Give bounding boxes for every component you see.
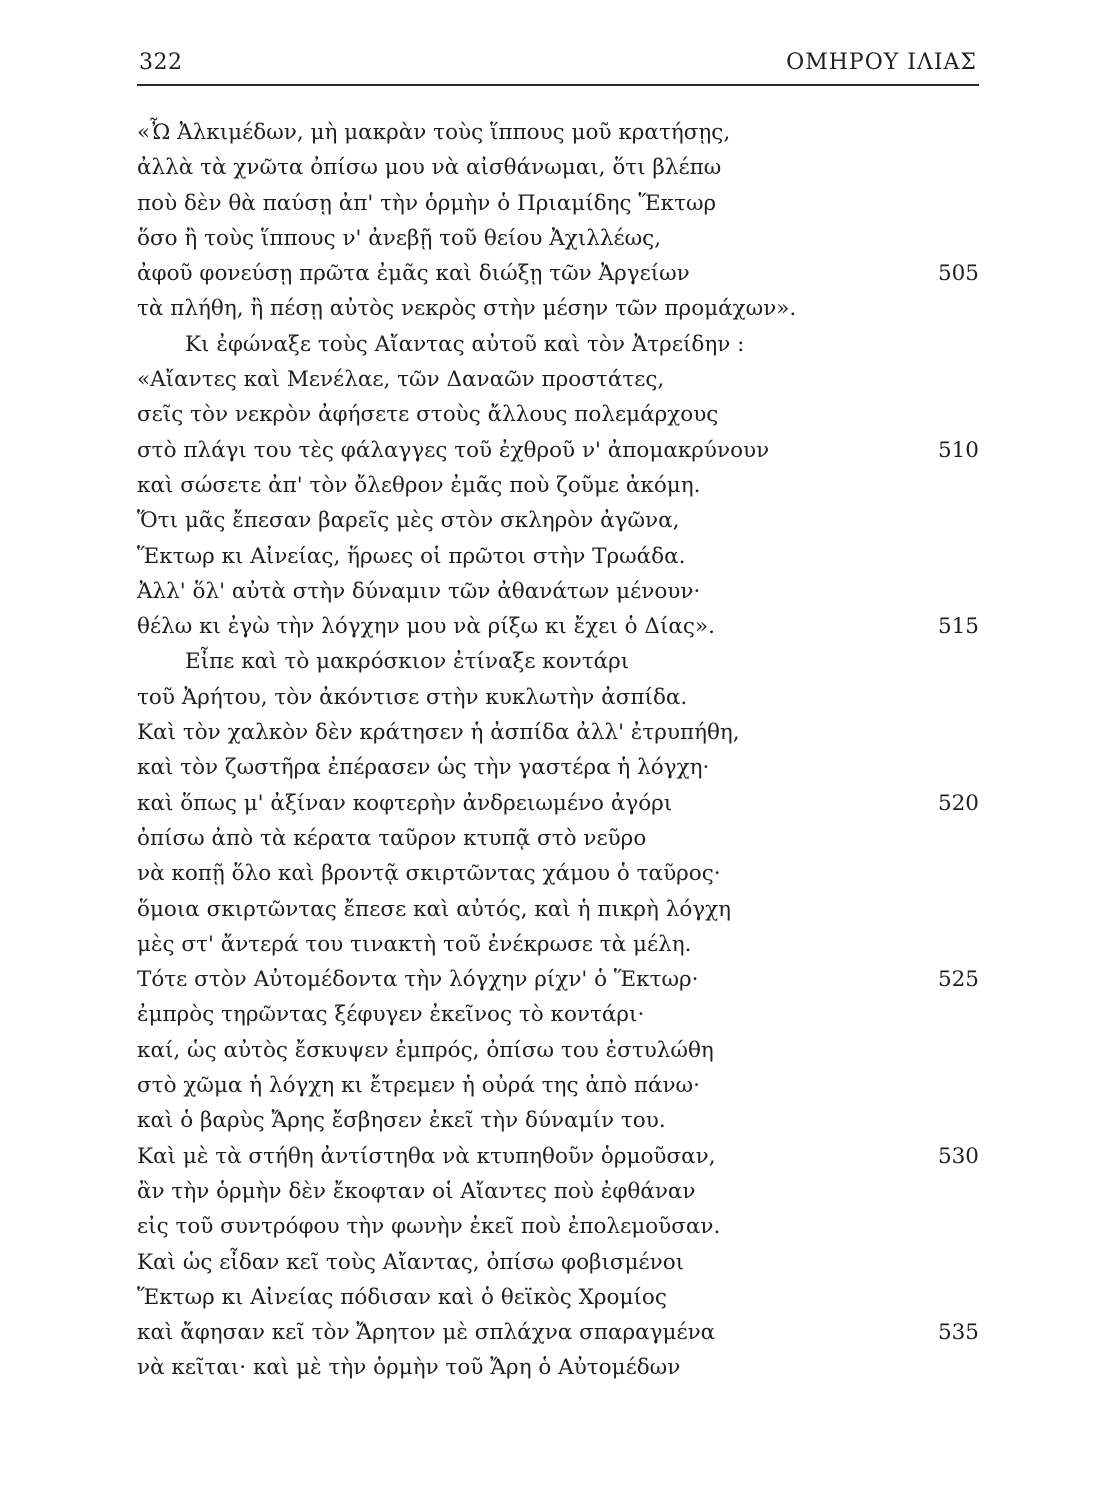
verse-line	[137, 821, 979, 856]
verse-text: Ἕκτωρ κι Αἰνείας πόδισαν καὶ ὁ θεϊκὸς Χρομίος	[137, 1284, 667, 1310]
verse-line	[137, 1103, 979, 1138]
verse-line	[137, 221, 979, 256]
verse-text: Καὶ τὸν χαλκὸν δὲν κράτησεν ἡ ἀσπίδα ἀλλ' ἐτρυπήθη,	[137, 720, 740, 746]
verse-line	[137, 433, 979, 468]
line-number: 515	[937, 614, 979, 640]
verse-text: καί, ὡς αὐτὸς ἔσκυψεν ἐμπρός, ὀπίσω του ἐστυλώθη	[137, 1037, 714, 1063]
verse-line	[137, 1280, 979, 1315]
verse-line	[137, 680, 979, 715]
verse-text: Εἶπε καὶ τὸ μακρόσκιον ἐτίναξε κοντάρι	[185, 649, 630, 675]
verse-line	[137, 327, 979, 362]
verse-text: Ἀλλ' ὅλ' αὐτὰ στὴν δύναμιν τῶν ἀθανάτων μένουν·	[137, 578, 701, 604]
line-number: 530	[937, 1143, 979, 1169]
verse-text: μὲς στ' ἄντερά του τινακτὴ τοῦ ἐνέκρωσε τὰ μέλη.	[137, 931, 692, 957]
verse-line	[137, 1245, 979, 1280]
verse-line	[137, 1068, 979, 1103]
verse-text: καὶ τὸν ζωστῆρα ἐπέρασεν ὡς τὴν γαστέρα ἡ λόγχη·	[137, 755, 710, 781]
verse-text: στὸ χῶμα ἡ λόγχη κι ἔτρεμεν ἡ οὐρά της ἀπὸ πάνω·	[137, 1073, 700, 1099]
verse-text: «Ὦ Ἀλκιμέδων, μὴ μακρὰν τοὺς ἵππους μοῦ κρατήσῃς,	[137, 120, 731, 145]
verse-line	[137, 1350, 979, 1385]
verse-line	[137, 786, 979, 821]
verse-text: καὶ ὅπως μ' ἀξίναν κοφτερὴν ἀνδρειωμένο ἀγόρι	[137, 790, 673, 816]
verse-line	[137, 1315, 979, 1350]
verse-line	[137, 892, 979, 927]
verse-line	[137, 186, 979, 221]
verse-line	[137, 1174, 979, 1209]
verse-block	[137, 115, 979, 1386]
line-number: 535	[937, 1320, 979, 1346]
verse-text: Τότε στὸν Αὐτομέδοντα τὴν λόγχην ρίχν' ὁ Ἕκτωρ·	[137, 967, 699, 993]
line-number: 510	[937, 437, 979, 463]
verse-text: καὶ σώσετε ἀπ' τὸν ὄλεθρον ἐμᾶς ποὺ ζοῦμε ἀκόμη.	[137, 472, 701, 498]
verse-text: ἂν τὴν ὁρμὴν δὲν ἔκοφταν οἱ Αἴαντες ποὺ ἐφθάναν	[137, 1178, 696, 1204]
verse-text: τοῦ Ἀρήτου, τὸν ἀκόντισε στὴν κυκλωτὴν ἀσπίδα.	[137, 684, 688, 710]
page-header	[137, 46, 979, 82]
verse-text: εἰς τοῦ συντρόφου τὴν φωνὴν ἐκεῖ ποὺ ἐπολεμοῦσαν.	[137, 1214, 721, 1240]
verse-line	[137, 256, 979, 291]
verse-text: ἀλλὰ τὰ χνῶτα ὀπίσω μου νὰ αἰσθάνωμαι, ὅτι βλέπω	[137, 155, 722, 181]
verse-line	[137, 962, 979, 997]
verse-line	[137, 856, 979, 891]
verse-line	[137, 609, 979, 644]
verse-line	[137, 397, 979, 432]
verse-text: στὸ πλάγι του τὲς φάλαγγες τοῦ ἐχθροῦ ν' ἀπομακρύνουν	[137, 437, 770, 463]
verse-text: νὰ κεῖται· καὶ μὲ τὴν ὁρμὴν τοῦ Ἄρη ὁ Αὐτομέδων	[137, 1355, 681, 1381]
verse-line	[137, 291, 979, 326]
verse-line	[137, 362, 979, 397]
verse-text: Κι ἐφώναξε τοὺς Αἴαντας αὐτοῦ καὶ τὸν Ἀτρείδην :	[185, 331, 745, 357]
verse-text: ὀπίσω ἀπὸ τὰ κέρατα ταῦρον κτυπᾷ στὸ νεῦρο	[137, 825, 647, 851]
verse-text: «Αἴαντες καὶ Μενέλαε, τῶν Δαναῶν προστάτες,	[137, 367, 665, 393]
verse-text: ποὺ δὲν θὰ παύσῃ ἀπ' τὴν ὁρμὴν ὁ Πριαμίδης Ἕκτωρ	[137, 190, 717, 216]
verse-line	[137, 574, 979, 609]
verse-text: ὅσο ἢ τοὺς ἵππους ν' ἀνεβῇ τοῦ θείου Ἀχιλλέως,	[137, 225, 662, 251]
verse-text: ὅμοια σκιρτῶντας ἔπεσε καὶ αὐτός, καὶ ἡ πικρὴ λόγχη	[137, 896, 732, 922]
verse-line	[137, 150, 979, 185]
verse-text: καὶ ἄφησαν κεῖ τὸν Ἄρητον μὲ σπλάχνα σπαραγμένα	[137, 1320, 716, 1346]
verse-text: Καὶ ὡς εἶδαν κεῖ τοὺς Αἴαντας, ὀπίσω φοβισμένοι	[137, 1249, 685, 1275]
verse-text: Ἕκτωρ κι Αἰνείας, ἥρωες οἱ πρῶτοι στὴν Τρωάδα.	[137, 543, 686, 569]
verse-text: νὰ κοπῇ ὅλο καὶ βροντᾷ σκιρτῶντας χάμου ὁ ταῦρος·	[137, 861, 721, 887]
verse-line	[137, 750, 979, 785]
verse-text: σεῖς τὸν νεκρὸν ἀφήσετε στοὺς ἄλλους πολεμάρχους	[137, 402, 719, 428]
header-rule	[137, 84, 979, 86]
verse-line	[137, 1139, 979, 1174]
verse-text: καὶ ὁ βαρὺς Ἄρης ἔσβησεν ἐκεῖ τὴν δύναμίν του.	[137, 1108, 666, 1134]
verse-text: τὰ πλήθη, ἢ πέσῃ αὐτὸς νεκρὸς στὴν μέσην τῶν προμάχων».	[137, 296, 797, 322]
verse-text: Ὅτι μᾶς ἔπεσαν βαρεῖς μὲς στὸν σκληρὸν ἀγῶνα,	[137, 508, 680, 534]
verse-line	[137, 715, 979, 750]
page-number: 322	[139, 50, 183, 75]
verse-line	[137, 503, 979, 538]
verse-line	[137, 468, 979, 503]
verse-line	[137, 539, 979, 574]
verse-text: ἐμπρὸς τηρῶντας ξέφυγεν ἐκεῖνος τὸ κοντάρι·	[137, 1002, 645, 1028]
verse-line	[137, 1209, 979, 1244]
verse-text: θέλω κι ἐγὼ τὴν λόγχην μου νὰ ρίξω κι ἔχει ὁ Δίας».	[137, 614, 715, 640]
running-title: ΟΜΗΡΟΥ ΙΛΙΑΣ	[786, 50, 977, 75]
line-number: 520	[937, 790, 979, 816]
verse-line	[137, 115, 979, 150]
line-number: 525	[937, 967, 979, 993]
verse-line	[137, 927, 979, 962]
line-number: 505	[937, 261, 979, 287]
verse-line	[137, 997, 979, 1032]
verse-text: Καὶ μὲ τὰ στήθη ἀντίστηθα νὰ κτυπηθοῦν ὁρμοῦσαν,	[137, 1143, 716, 1169]
verse-line	[137, 1033, 979, 1068]
verse-line	[137, 644, 979, 679]
verse-text: ἀφοῦ φονεύσῃ πρῶτα ἐμᾶς καὶ διώξῃ τῶν Ἀργείων	[137, 261, 690, 287]
